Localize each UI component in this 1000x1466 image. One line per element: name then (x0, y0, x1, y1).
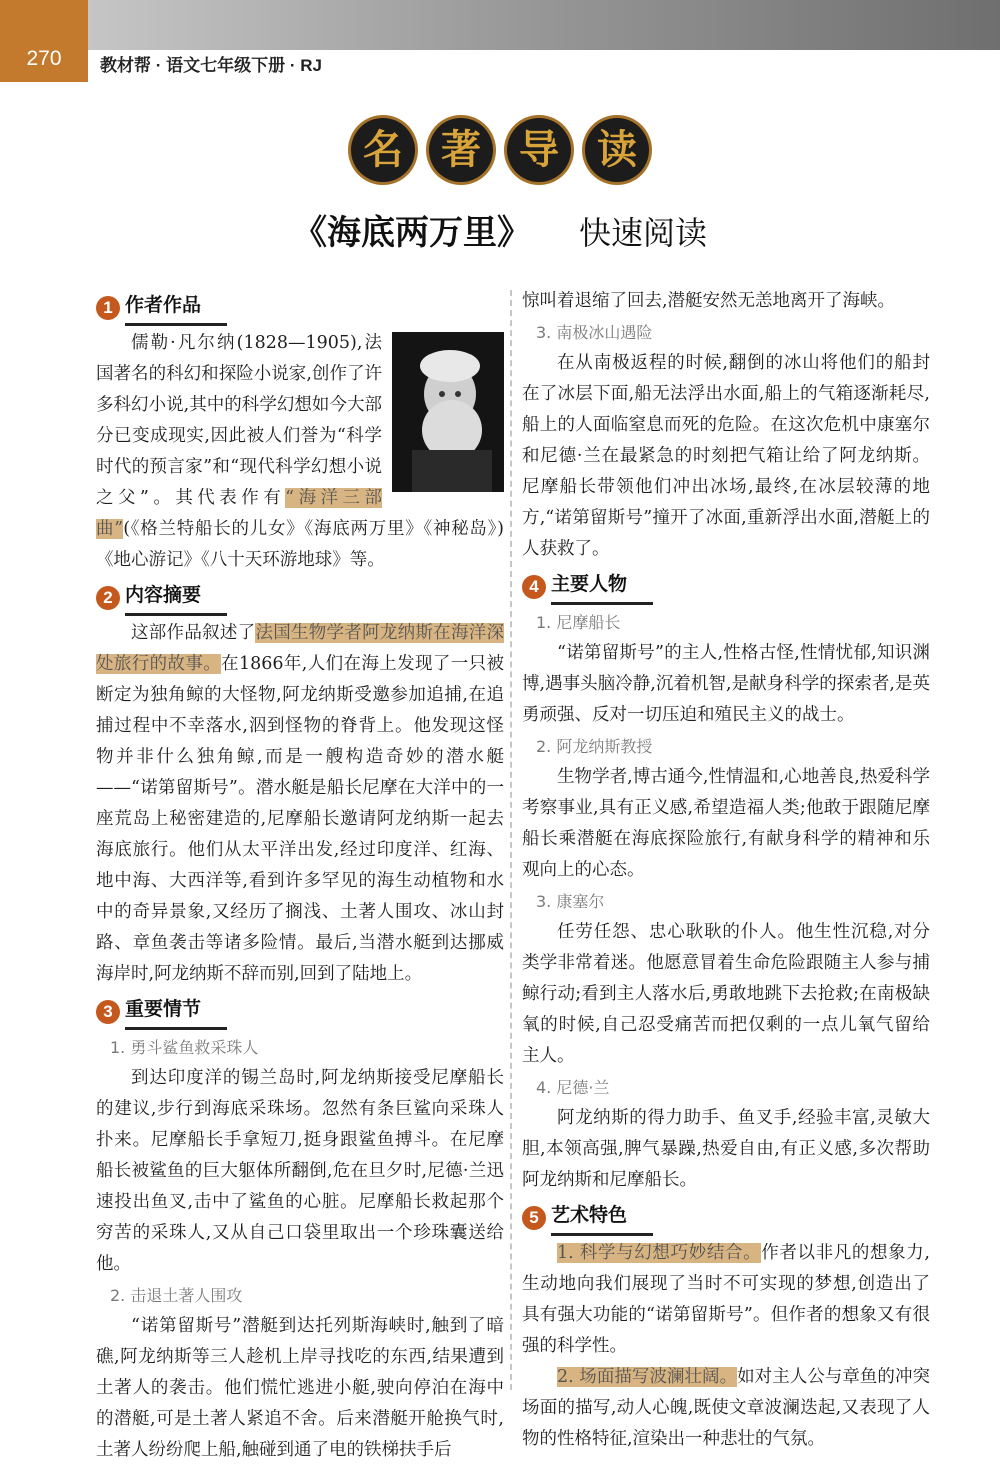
character-name: 1. 尼摩船长 (536, 613, 621, 632)
highlight-summary: 法国生物学者阿龙纳斯在海洋深处旅行的故事。 (96, 623, 505, 674)
author-paragraph: 儒勒·凡尔纳(1828—1905),法国著名的科幻和探险小说家,创作了许多科幻小说,其中的科学幻想如今大部分已变成现实,因此被人们誉为“科学时代的预言家”和“现代科学幻想小说之父”。其代表作有“海洋三部曲”(《格兰特船长的儿女》《海底两万里》《神秘岛》)《地心游记》《八十天环游地球》等。 (96, 333, 505, 570)
left-column (96, 286, 504, 1466)
art-paragraph: 1. 科学与幻想巧妙结合。作者以非凡的想象力,生动地向我们展现了当时不可实现的梦想,创造出了具有强大功能的“诺第留斯号”。但作者的想象又有很强的科学性。 (522, 1243, 930, 1356)
title-main: 《海底两万里》 (292, 213, 531, 253)
banner-char: 名 (351, 118, 415, 182)
banner-char: 著 (429, 118, 493, 182)
highlight-art: 2. 场面描写波澜壮阔。 (557, 1367, 738, 1387)
section-number: 2 (96, 586, 120, 610)
title-sub: 快速阅读 (578, 214, 707, 252)
section-number: 5 (522, 1206, 546, 1230)
portrait-image (392, 332, 504, 492)
plot-subtitle: 1. 勇斗鲨鱼救采珠人 (110, 1038, 259, 1057)
art-paragraph: 2. 场面描写波澜壮阔。如对主人公与章鱼的冲突场面的描写,动人心魄,既使文章波澜迭起,又表现了人物的性格特征,渲染出一种悲壮的气氛。 (522, 1367, 931, 1449)
section-number: 3 (96, 1000, 120, 1024)
section-heading-characters (522, 569, 930, 605)
section-number: 4 (522, 575, 546, 599)
character-paragraph: 生物学者,博古通今,性情温和,心地善良,热爱科学考察事业,具有正义感,希望造福人类;他敢于跟随尼摩船长乘潜艇在海底探险旅行,有献身科学的精神和乐观向上的心态。 (522, 767, 930, 880)
section-label: 作者作品 (125, 290, 227, 326)
plot-paragraph: 在从南极返程的时候,翻倒的冰山将他们的船封在了冰层下面,船无法浮出水面,船上的气箱逐渐耗尽,船上的人面临窒息而死的危险。在这次危机中康塞尔和尼德·兰在最紧急的时刻把气箱让给了阿龙纳斯。尼摩船长带领他们冲出冰场,最终,在冰层较薄的地方,“诺第留斯号”撞开了冰面,重新浮出水面,潜艇上的人获救了。 (522, 353, 930, 559)
book-title: 教材帮 · 语文七年级下册 · RJ (88, 50, 1000, 82)
character-paragraph: “诺第留斯号”的主人,性格古怪,性情忧郁,知识渊博,遇事头脑冷静,沉着机智,是献身科学的探索者,是英勇顽强、反对一切压迫和殖民主义的战士。 (522, 643, 930, 725)
page-title (0, 205, 1000, 254)
character-name: 2. 阿龙纳斯教授 (536, 737, 653, 756)
page-number: 270 (0, 0, 88, 82)
highlight-art: 1. 科学与幻想巧妙结合。 (557, 1243, 762, 1263)
author-portrait (392, 332, 504, 492)
section-label: 内容摘要 (125, 580, 227, 616)
banner-char: 读 (585, 118, 649, 182)
section-label: 艺术特色 (551, 1200, 653, 1236)
banner-char: 导 (507, 118, 571, 182)
plot-continuation: 惊叫着退缩了回去,潜艇安然无恙地离开了海峡。 (522, 291, 896, 311)
character-name: 3. 康塞尔 (536, 892, 605, 911)
plot-paragraph: 到达印度洋的锡兰岛时,阿龙纳斯接受尼摩船长的建议,步行到海底采珠场。忽然有条巨鲨向采珠人扑来。尼摩船长手拿短刀,挺身跟鲨鱼搏斗。在尼摩船长被鲨鱼的巨大躯体所翻倒,危在旦夕时,尼德·兰迅速投出鱼叉,击中了鲨鱼的心脏。尼摩船长救起那个穷苦的采珠人,又从自己口袋里取出一个珍珠囊送给他。 (96, 1068, 504, 1274)
column-divider (510, 290, 512, 1390)
section-banner (0, 118, 1000, 182)
section-heading-plot (96, 994, 504, 1030)
section-number: 1 (96, 296, 120, 320)
plot-paragraph: “诺第留斯号”潜艇到达托列斯海峡时,触到了暗礁,阿龙纳斯等三人趁机上岸寻找吃的东西,结果遭到土著人的袭击。他们慌忙逃进小艇,驶向停泊在海中的潜艇,可是土著人紧追不舍。后来潜艇开舱换气时,土著人纷纷爬上船,触碰到通了电的铁梯扶手后 (96, 1316, 504, 1460)
right-column (522, 286, 930, 1455)
section-heading-author (96, 290, 504, 326)
summary-paragraph: 这部作品叙述了法国生物学者阿龙纳斯在海洋深处旅行的故事。在1866年,人们在海上发现了一只被断定为独角鲸的大怪物,阿龙纳斯受邀参加追捕,在追捕过程中不幸落水,泅到怪物的脊背上。他发现这怪物并非什么独角鲸,而是一艘构造奇妙的潜水艇——“诺第留斯号”。潜水艇是船长尼摩在大洋中的一座荒岛上秘密建造的,尼摩船长邀请阿龙纳斯一起去海底旅行。他们从太平洋出发,经过印度洋、红海、地中海、大西洋等,看到许多罕见的海生动植物和水中的奇异景象,又经历了搁浅、土著人围攻、冰山封路、章鱼袭击等诸多险情。最后,当潜水艇到达挪威海岸时,阿龙纳斯不辞而别,回到了陆地上。 (96, 623, 505, 984)
character-name: 4. 尼德·兰 (536, 1078, 610, 1097)
section-heading-art (522, 1200, 930, 1236)
plot-subtitle: 3. 南极冰山遇险 (536, 323, 653, 342)
character-paragraph: 阿龙纳斯的得力助手、鱼叉手,经验丰富,灵敏大胆,本领高强,脾气暴躁,热爱自由,有正义感,多次帮助阿龙纳斯和尼摩船长。 (522, 1108, 930, 1190)
character-paragraph: 任劳任怨、忠心耿耿的仆人。他生性沉稳,对分类学非常着迷。他愿意冒着生命危险跟随主人参与捕鲸行动;看到主人落水后,勇敢地跳下去抢救;在南极缺氧的时候,自己忍受痛苦而把仅剩的一点儿氧气留给主人。 (522, 922, 930, 1066)
plot-subtitle: 2. 击退土著人围攻 (110, 1286, 243, 1305)
section-heading-summary (96, 580, 504, 616)
section-label: 重要情节 (125, 994, 227, 1030)
section-label: 主要人物 (551, 569, 653, 605)
highlight-trilogy: “海洋三部曲” (96, 488, 382, 539)
